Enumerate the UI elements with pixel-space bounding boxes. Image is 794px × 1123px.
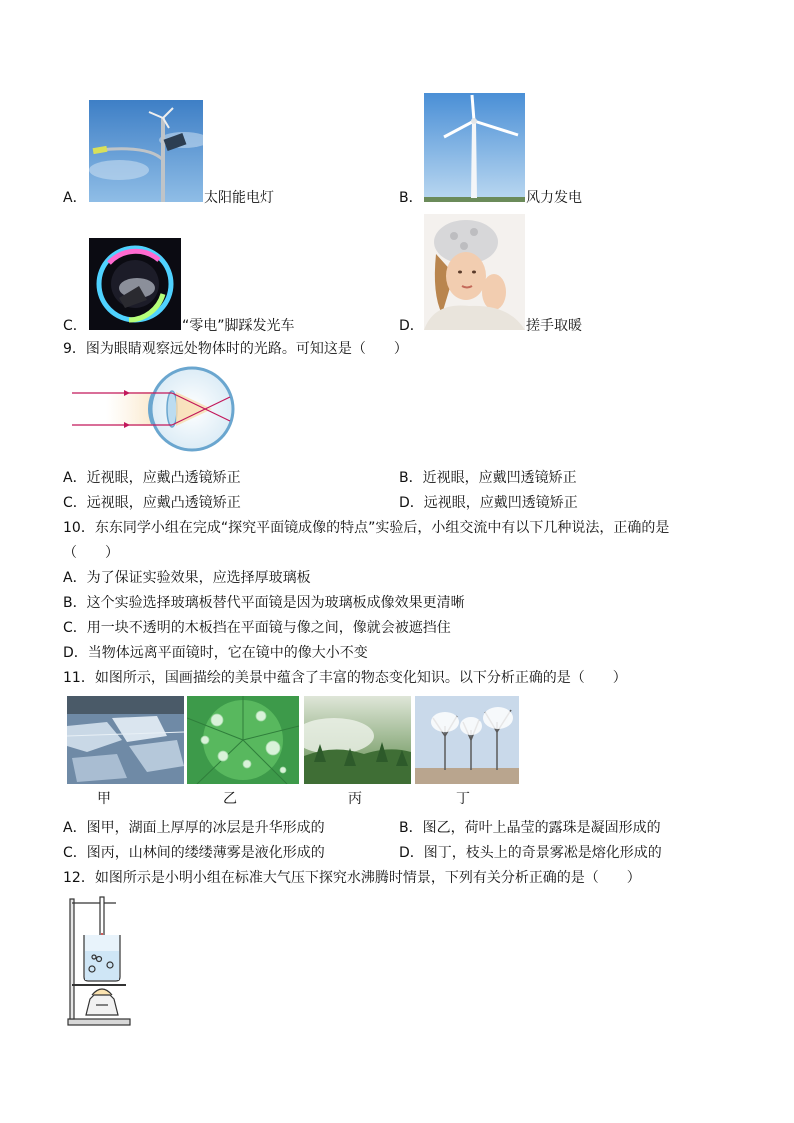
q11-option-b: B．图乙，荷叶上晶莹的露珠是凝固形成的	[399, 820, 661, 836]
q11-option-c: C．图丙，山林间的缕缕薄雾是液化形成的	[63, 845, 325, 861]
boiling-apparatus-diagram	[64, 893, 134, 1029]
glowing-wheel-photo	[89, 238, 181, 330]
q8-option-a-letter: A．	[63, 190, 87, 206]
q9-option-a: A．近视眼，应戴凸透镜矫正	[63, 470, 241, 486]
rime-trees-photo	[415, 696, 519, 784]
q9-option-b: B．近视眼，应戴凹透镜矫正	[399, 470, 577, 486]
q8-option-d-caption: 搓手取暖	[526, 318, 582, 334]
q11-label-bing: 丙	[348, 791, 362, 807]
rubbing-hands-photo	[424, 214, 525, 330]
q9-option-c: C．远视眼，应戴凸透镜矫正	[63, 495, 241, 511]
wind-turbine-photo	[424, 93, 525, 202]
lotus-leaf-photo	[187, 696, 299, 784]
q8-option-c-letter: C．	[63, 318, 87, 334]
q10-stem-line2: （ ）	[63, 545, 119, 561]
q9-stem: 9．图为眼睛观察远处物体时的光路。可知这是（ ）	[63, 341, 408, 357]
q10-option-b: B．这个实验选择玻璃板替代平面镜是因为玻璃板成像效果更清晰	[63, 595, 465, 611]
q8-option-b-letter: B．	[399, 190, 423, 206]
q8-option-c-caption: “零电”脚踩发光车	[182, 318, 295, 334]
q11-label-ding: 丁	[456, 791, 470, 807]
solar-lamp-photo	[89, 100, 203, 202]
q8-option-b-caption: 风力发电	[526, 190, 582, 206]
q11-label-jia: 甲	[97, 791, 111, 807]
q11-option-a: A．图甲，湖面上厚厚的冰层是升华形成的	[63, 820, 325, 836]
q9-option-d: D．远视眼，应戴凹透镜矫正	[399, 495, 578, 511]
ice-lake-photo	[67, 696, 184, 784]
q11-option-d: D．图丁，枝头上的奇景雾凇是熔化形成的	[399, 845, 662, 861]
q10-option-d: D．当物体远离平面镜时，它在镜中的像大小不变	[63, 645, 368, 661]
q10-option-a: A．为了保证实验效果，应选择厚玻璃板	[63, 570, 311, 586]
q8-option-d-letter: D．	[399, 318, 424, 334]
q11-stem: 11．如图所示，国画描绘的美景中蕴含了丰富的物态变化知识。以下分析正确的是（ ）	[63, 670, 627, 686]
eye-diagram	[66, 366, 236, 456]
misty-forest-photo	[304, 696, 411, 784]
q12-stem: 12．如图所示是小明小组在标准大气压下探究水沸腾时情景，下列有关分析正确的是（ ）	[63, 870, 641, 886]
q11-label-yi: 乙	[223, 791, 237, 807]
q8-option-a-caption: 太阳能电灯	[204, 190, 274, 206]
q10-stem-line1: 10．东东同学小组在完成“探究平面镜成像的特点”实验后，小组交流中有以下几种说法，正确的是	[63, 520, 670, 536]
q10-option-c: C．用一块不透明的木板挡在平面镜与像之间，像就会被遮挡住	[63, 620, 451, 636]
